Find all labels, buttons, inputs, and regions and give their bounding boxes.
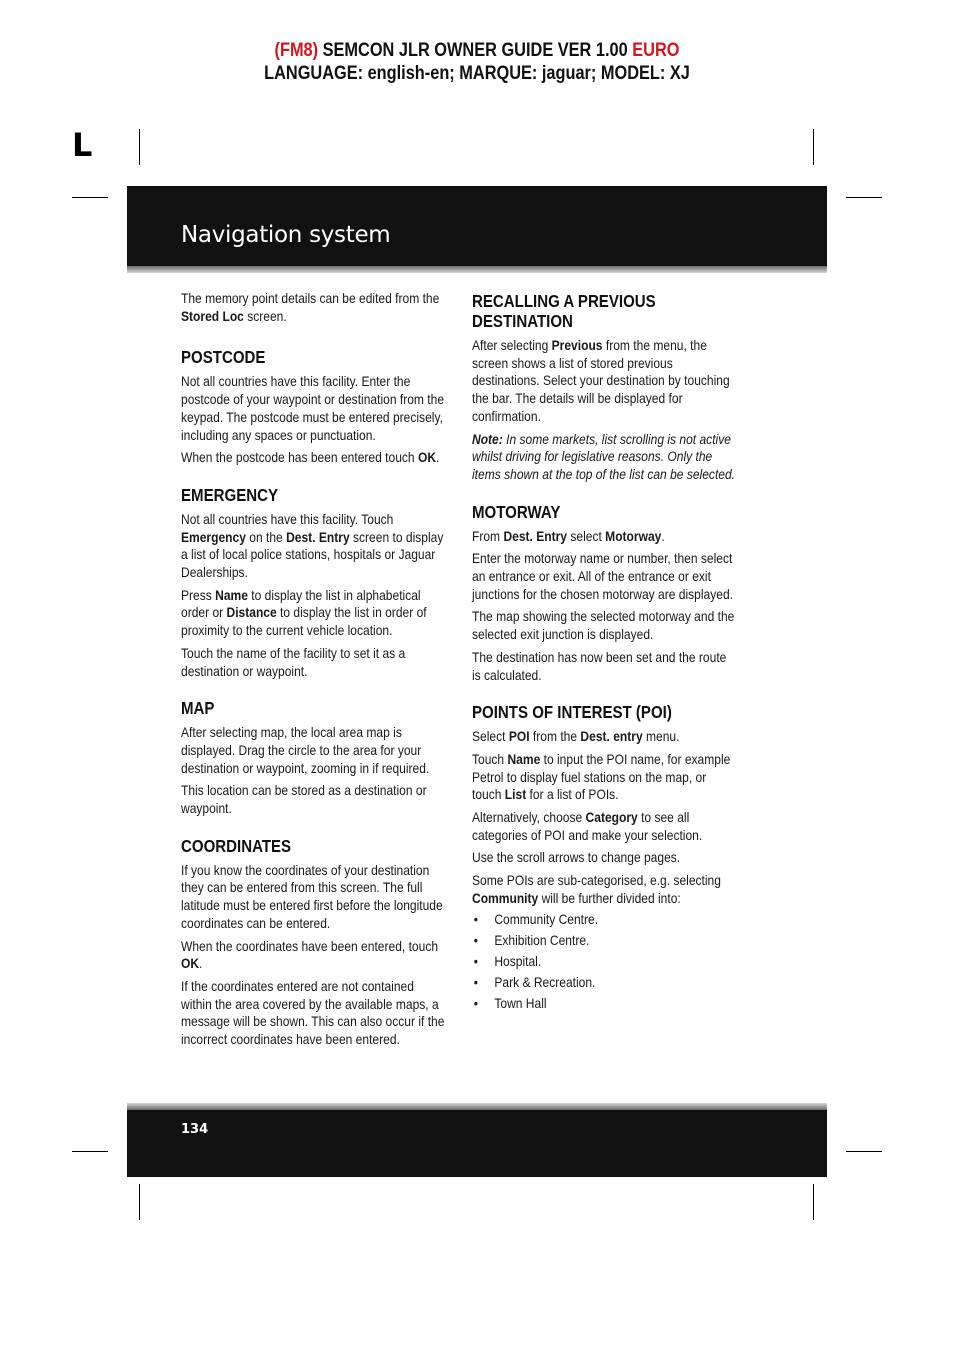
motorway-heading: MOTORWAY: [472, 501, 561, 522]
emergency-text: Not all countries have this facility. Touch Emergency on the Dest. Entry screen to display a list of local police stations, hospitals or Jaguar Dealerships.: [181, 510, 444, 581]
poi-subcategory-text: Some POIs are sub-categorised, e.g. selecting Community will be further divided into:: [472, 872, 721, 906]
footer-band-gradient: [127, 1103, 827, 1110]
list-item: • Community Centre.: [472, 911, 737, 929]
poi-select-text: Select POI from the Dest. entry menu.: [472, 728, 680, 745]
intro-paragraph: The memory point details can be edited from the Stored Loc screen.: [181, 290, 440, 324]
recall-note: Note: In some markets, list scrolling is not active whilst driving for legislative reasons. Only the items shown at the top of the list can be selected.: [472, 430, 736, 482]
doc-header-line1: [67, 40, 887, 62]
motorway-map-text: The map showing the selected motorway and the selected exit junction is displayed.: [472, 608, 735, 643]
map-heading: MAP: [181, 698, 215, 719]
poi-name-text: Touch Name to input the POI name, for example Petrol to display fuel stations on the map, or touch List for a list of POIs.: [472, 750, 731, 803]
crop-mark: [72, 1151, 108, 1152]
crop-mark: [846, 1151, 882, 1152]
map-text: After selecting map, the local area map is displayed. Drag the circle to the area for your destination or waypoint, zooming in if required.: [181, 724, 430, 776]
left-column: [181, 290, 446, 1054]
coordinates-heading: COORDINATES: [181, 835, 292, 856]
map-store-text: This location can be stored as a destination or waypoint.: [181, 782, 427, 817]
crop-mark: [139, 129, 140, 165]
postcode-heading: POSTCODE: [181, 347, 266, 368]
coordinates-ok-text: When the coordinates have been entered, touch OK.: [181, 937, 439, 972]
title-band-gradient: [127, 266, 827, 273]
emergency-sort-text: Press Name to display the list in alphabetical order or Distance to display the list in order of proximity to the current vehicle location.: [181, 586, 427, 639]
crop-mark: [139, 1184, 140, 1220]
header-region: EURO: [632, 40, 680, 61]
poi-subcategory-list: [472, 911, 737, 1013]
list-item: • Hospital.: [472, 953, 737, 971]
footer-band: [127, 1110, 827, 1177]
recall-text: After selecting Previous from the menu, the screen shows a list of stored previous destinations. Select your destination by touching the bar. The details will be displayed for confirmation.: [472, 337, 730, 424]
doc-header-line2: LANGUAGE: english-en; MARQUE: jaguar; MODEL: XJ: [264, 63, 690, 84]
crop-mark: [72, 197, 108, 198]
header-code: (FM8): [274, 40, 319, 61]
list-item: • Town Hall: [472, 995, 737, 1013]
list-item: • Exhibition Centre.: [472, 932, 737, 950]
header-guide: SEMCON JLR OWNER GUIDE VER 1.00: [318, 40, 633, 61]
coordinates-error-text: If the coordinates entered are not contained within the area covered by the available maps, a message will be shown. This can also occur if the incorrect coordinates have been entered.: [181, 977, 445, 1048]
page-title: Navigation system: [181, 222, 391, 248]
list-item: • Park & Recreation.: [472, 974, 737, 992]
motorway-route-text: The destination has now been set and the route is calculated.: [472, 648, 727, 683]
poi-heading: POINTS OF INTEREST (POI): [472, 702, 672, 723]
crop-mark: [846, 197, 882, 198]
motorway-select-text: From Dest. Entry select Motorway.: [472, 527, 665, 544]
page-number: 134: [181, 1122, 209, 1137]
postcode-ok-text: When the postcode has been entered touch OK.: [181, 449, 440, 466]
coordinates-text: If you know the coordinates of your destination they can be entered from this screen. The full latitude must be entered first before the longitude coordinates can be entered.: [181, 861, 443, 931]
postcode-text: Not all countries have this facility. Enter the postcode of your waypoint or destination from the keypad. The postcode must be entered precisely, including any spaces or punctuation.: [181, 373, 445, 443]
recall-heading: RECALLING A PREVIOUS DESTINATION: [472, 291, 656, 331]
emergency-heading: EMERGENCY: [181, 484, 279, 505]
poi-scroll-text: Use the scroll arrows to change pages.: [472, 849, 681, 866]
crop-letter: L: [72, 126, 93, 164]
motorway-enter-text: Enter the motorway name or number, then select an entrance or exit. All of the entrance or exit junctions for the chosen motorway are displayed.: [472, 550, 734, 602]
poi-category-text: Alternatively, choose Category to see all categories of POI and make your selection.: [472, 809, 703, 843]
emergency-touch-text: Touch the name of the facility to set it as a destination or waypoint.: [181, 644, 406, 679]
crop-mark: [813, 1184, 814, 1220]
crop-mark: [813, 129, 814, 165]
right-column: [472, 291, 737, 1016]
